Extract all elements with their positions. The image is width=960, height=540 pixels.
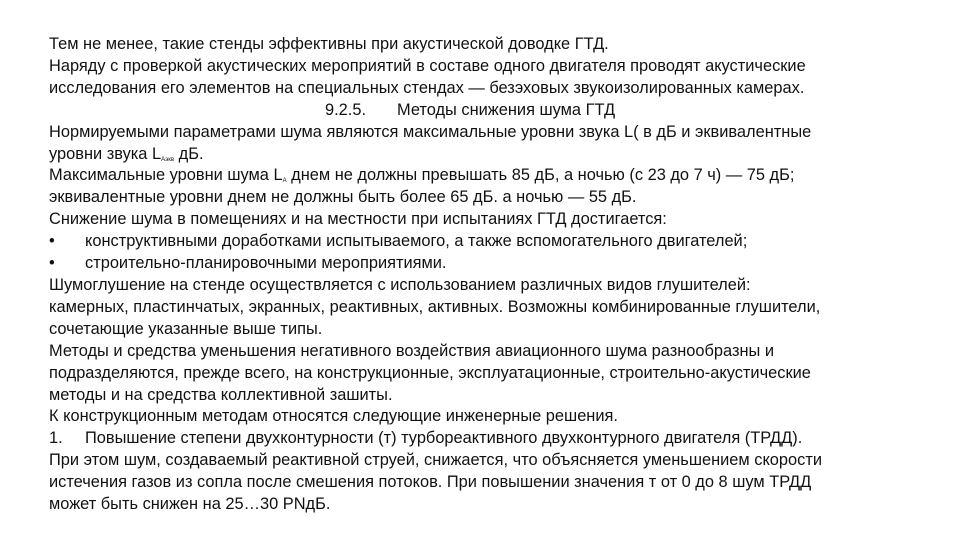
- text-line: сочетающие указанные выше типы.: [49, 319, 323, 338]
- subscript: A: [282, 178, 287, 185]
- text-line: К конструкционным методам относятся следующие инженерные решения.: [49, 407, 618, 426]
- text-fragment: дБ.: [174, 144, 204, 163]
- section-number: 9.2.5.: [325, 100, 367, 119]
- text-line: исследования его элементов на специальных стендах — безэховых звукоизолированных камерах.: [49, 78, 805, 97]
- bullet-mark: •: [49, 254, 55, 273]
- numbered-item: [49, 428, 919, 450]
- text-line: истечения газов из сопла после смешения потоков. При повышении значения т от 0 до 8 шум ТРДД: [49, 473, 812, 492]
- body-text: [49, 34, 919, 516]
- item-number: 1.: [49, 429, 63, 448]
- bullet-text: строительно-планировочными мероприятиями.: [85, 254, 447, 273]
- text-fragment: Максимальные уровни шума L: [49, 166, 283, 185]
- text-fragment: уровни звука L: [49, 144, 162, 163]
- text-line: Тем не менее, такие стенды эффективны при акустической доводке ГТД.: [49, 35, 609, 53]
- bullet-item: [49, 253, 919, 275]
- bullet-mark: •: [49, 232, 55, 251]
- text-line: [49, 165, 919, 187]
- bullet-text: конструктивными доработками испытываемого, а также вспомогательного двигателей;: [85, 232, 748, 251]
- item-text: Повышение степени двухконтурности (т) турбореактивного двухконтурного двигателя (ТРДД).: [85, 429, 803, 448]
- text-line: подразделяются, прежде всего, на конструкционные, эксплуатационные, строительно-акустические: [49, 363, 811, 382]
- text-line: При этом шум, создаваемый реактивной струей, снижается, что объясняется уменьшением скорости: [49, 451, 822, 470]
- subscript: Аэкв: [161, 156, 175, 163]
- text-line: может быть снижен на 25…30 РNдБ.: [49, 495, 331, 514]
- text-line: камерных, пластинчатых, экранных, реактивных, активных. Возможны комбинированные глушители,: [49, 297, 821, 316]
- text-line: Методы и средства уменьшения негативного воздействия авиационного шума разнообразны и: [49, 341, 775, 360]
- text-line: Нормируемыми параметрами шума являются максимальные уровни звука L( в дБ и эквивалентные: [49, 122, 812, 141]
- text-line: эквивалентные уровни днем не должны быть более 65 дБ. а ночью — 55 дБ.: [49, 188, 637, 207]
- text-line: методы и на средства коллективной зашиты.: [49, 385, 393, 404]
- text-line: [49, 144, 919, 166]
- section-heading: [49, 100, 919, 122]
- text-line: Шумоглушение на стенде осуществляется с использованием различных видов глушителей:: [49, 275, 751, 294]
- section-title: Методы снижения шума ГТД: [397, 100, 616, 119]
- text-line: Снижение шума в помещениях и на местности при испытаниях ГТД достигается:: [49, 210, 667, 229]
- bullet-item: [49, 231, 919, 253]
- text-line: Наряду с проверкой акустических мероприятий в составе одного двигателя проводят акустические: [49, 56, 806, 75]
- text-fragment: днем не должны превышать 85 дБ, а ночью (с 23 до 7 ч) — 75 дБ;: [286, 166, 795, 185]
